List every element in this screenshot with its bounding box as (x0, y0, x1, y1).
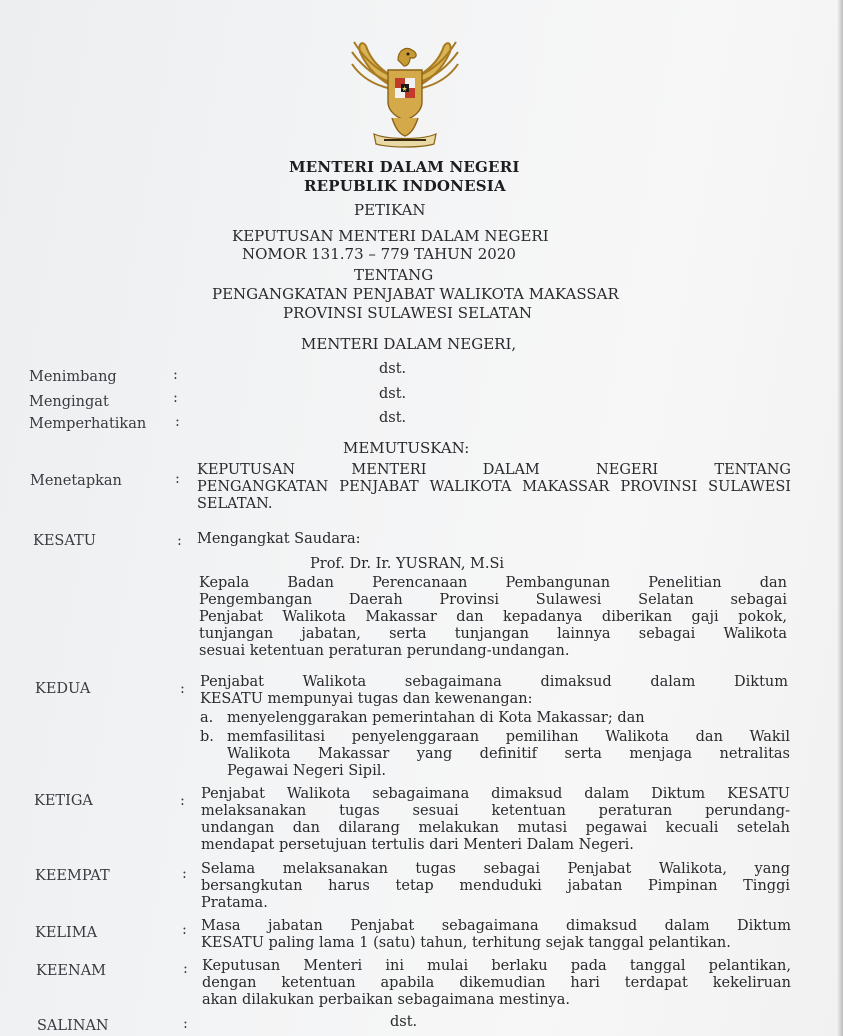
kedua-item-b-marker: b. (200, 729, 214, 745)
petikan-label: PETIKAN (354, 201, 426, 219)
keempat-label: KEEMPAT (35, 868, 110, 884)
kedua-label: KEDUA (35, 681, 91, 697)
keempat-colon: : (182, 866, 187, 882)
ketiga-label: KETIGA (34, 793, 93, 809)
keempat-line: Selama melaksanakan tugas sebagai Penjabat Walikota, yang (201, 861, 790, 877)
kedua-item-b-line: Walikota Makassar yang definitif serta menjaga netralitas (227, 746, 790, 762)
minister-heading: MENTERI DALAM NEGERI, (301, 335, 517, 353)
ketiga-line: melaksanakan tugas sesuai ketentuan peraturan perundang- (201, 803, 790, 819)
kedua-text (200, 674, 788, 708)
kelima-colon: : (182, 922, 187, 938)
kesatu-text (199, 575, 787, 660)
decree-number: NOMOR 131.73 – 779 TAHUN 2020 (242, 245, 516, 263)
kedua-line: Penjabat Walikota sebagaimana dimaksud dalam Diktum (200, 674, 788, 690)
keempat-text (201, 861, 790, 912)
keempat-line: bersangkutan harus tetap menduduki jabatan Pimpinan Tinggi (201, 878, 790, 894)
ketiga-colon: : (180, 793, 185, 809)
kedua-item-a-text: menyelenggarakan pemerintahan di Kota Makassar; dan (227, 710, 645, 726)
mengingat-colon: : (173, 390, 178, 406)
memperhatikan-colon: : (175, 414, 180, 430)
menetapkan-line: PENGANGKATAN PENJABAT WALIKOTA MAKASSAR PROVINSI SULAWESI (197, 479, 791, 495)
kesatu-line: Kepala Badan Perencanaan Pembangunan Penelitian dan (199, 575, 787, 591)
menimbang-value: dst. (379, 361, 407, 377)
kelima-line: Masa jabatan Penjabat sebagaimana dimaksud dalam Diktum (201, 918, 791, 934)
menetapkan-colon: : (175, 471, 180, 487)
header-title-line1: MENTERI DALAM NEGERI (289, 158, 520, 176)
menetapkan-label: Menetapkan (30, 473, 122, 489)
menetapkan-line: KEPUTUSAN MENTERI DALAM NEGERI TENTANG (197, 462, 791, 478)
kesatu-label: KESATU (33, 533, 96, 549)
keenam-line: dengan ketentuan apabila dikemudian hari terdapat kekeliruan (202, 975, 791, 991)
mengingat-value: dst. (379, 386, 407, 402)
ketiga-text (201, 786, 790, 854)
kesatu-line: tunjangan jabatan, serta tunjangan lainnya sebagai Walikota (199, 626, 787, 642)
kedua-item-a-marker: a. (200, 710, 214, 726)
memutuskan-heading: MEMUTUSKAN: (343, 439, 470, 457)
kedua-line: KESATU mempunyai tugas dan kewenangan: (200, 691, 533, 707)
appointee-name: Prof. Dr. Ir. YUSRAN, M.Si (310, 556, 505, 572)
keenam-line: akan dilakukan perbaikan sebagaimana mestinya. (202, 992, 570, 1008)
decree-title: KEPUTUSAN MENTERI DALAM NEGERI (232, 227, 549, 245)
memperhatikan-value: dst. (379, 410, 407, 426)
memperhatikan-label: Memperhatikan (29, 416, 147, 432)
keenam-text (202, 958, 791, 1009)
kedua-item-b-line: Pegawai Negeri Sipil. (227, 763, 386, 779)
tentang-label: TENTANG (354, 266, 434, 284)
decree-subject-line1: PENGANGKATAN PENJABAT WALIKOTA MAKASSAR (212, 285, 619, 303)
ketiga-line: Penjabat Walikota sebagaimana dimaksud dalam Diktum KESATU (201, 786, 790, 802)
kesatu-intro: Mengangkat Saudara: (197, 531, 361, 547)
kesatu-line: sesuai ketentuan peraturan perundang-undangan. (199, 643, 570, 659)
menimbang-label: Menimbang (29, 369, 117, 385)
kesatu-colon: : (177, 533, 182, 549)
kesatu-line: Pengembangan Daerah Provinsi Sulawesi Selatan sebagai (199, 592, 787, 608)
header-title-line2: REPUBLIK INDONESIA (304, 177, 506, 195)
keenam-label: KEENAM (36, 963, 107, 979)
ketiga-line: mendapat persetujuan tertulis dari Menteri Dalam Negeri. (201, 837, 634, 853)
decree-subject-line2: PROVINSI SULAWESI SELATAN (283, 304, 533, 322)
salinan-label: SALINAN (37, 1018, 109, 1034)
garuda-emblem-icon (340, 30, 470, 152)
menetapkan-line: SELATAN. (197, 496, 273, 512)
kedua-item-b-line: memfasilitasi penyelenggaraan pemilihan Walikota dan Wakil (227, 729, 790, 745)
kedua-item-b-text (227, 729, 790, 780)
page-edge-shadow (837, 0, 843, 1036)
kesatu-line: Penjabat Walikota Makassar dan kepadanya diberikan gaji pokok, (199, 609, 787, 625)
kedua-colon: : (180, 681, 185, 697)
menetapkan-text (197, 462, 791, 513)
ketiga-line: undangan dan dilarang melakukan mutasi pegawai kecuali setelah (201, 820, 790, 836)
kelima-label: KELIMA (35, 925, 98, 941)
kelima-text (201, 918, 791, 952)
keenam-colon: : (183, 961, 188, 977)
kelima-line: KESATU paling lama 1 (satu) tahun, terhitung sejak tanggal pelantikan. (201, 935, 731, 951)
keempat-line: Pratama. (201, 895, 268, 911)
mengingat-label: Mengingat (29, 394, 109, 410)
salinan-value: dst. (390, 1014, 418, 1030)
menimbang-colon: : (173, 367, 178, 383)
salinan-colon: : (183, 1016, 188, 1032)
keenam-line: Keputusan Menteri ini mulai berlaku pada tanggal pelantikan, (202, 958, 791, 974)
